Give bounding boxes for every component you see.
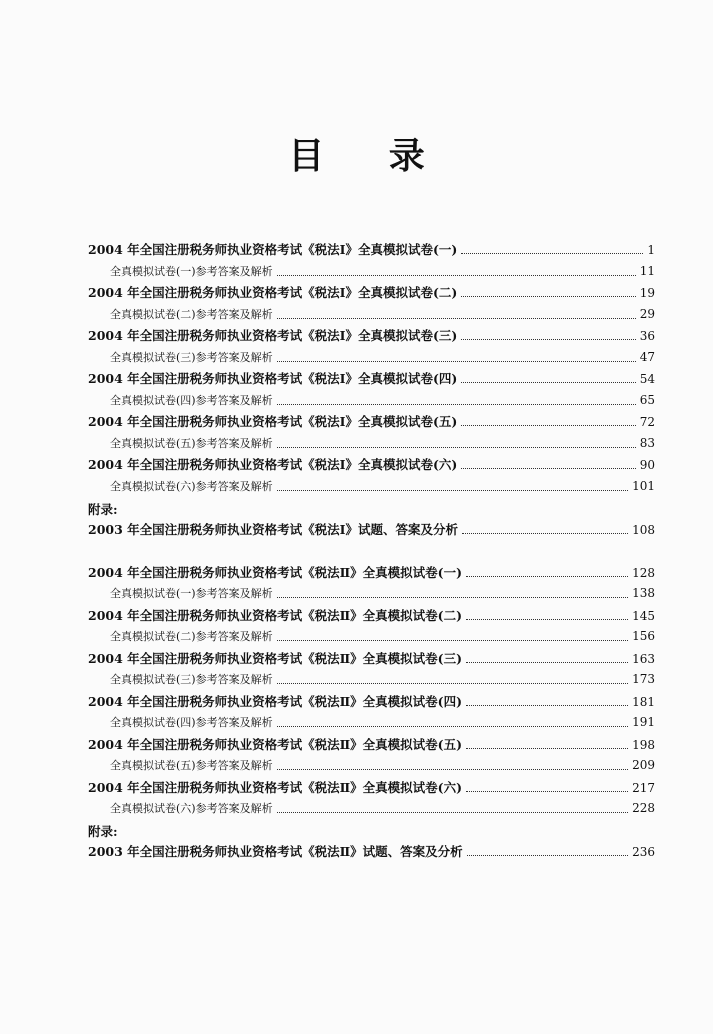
toc-entry[interactable] — [88, 369, 655, 387]
toc-entry-page: 145 — [632, 609, 655, 623]
toc-entry-title: 全真模拟试卷(四)参考答案及解析 — [110, 394, 273, 407]
toc-entry-title: 2004 年全国注册税务师执业资格考试《税法Ⅰ》全真模拟试卷(五) — [88, 414, 458, 429]
dot-leader — [277, 275, 636, 276]
toc-subentry[interactable] — [110, 435, 655, 451]
toc-entry-page: 29 — [639, 307, 655, 321]
toc-entry[interactable] — [88, 240, 655, 258]
dot-leader — [461, 382, 635, 383]
toc-entry-page: 83 — [639, 436, 655, 450]
toc-entry-title: 2004 年全国注册税务师执业资格考试《税法Ⅱ》全真模拟试卷(四) — [88, 694, 463, 709]
toc-entry-title: 2004 年全国注册税务师执业资格考试《税法Ⅱ》全真模拟试卷(三) — [88, 651, 463, 666]
toc-subentry[interactable] — [110, 349, 655, 365]
toc-entry[interactable] — [88, 412, 655, 430]
toc-entry-title: 全真模拟试卷(五)参考答案及解析 — [110, 437, 273, 450]
toc-subentry[interactable] — [110, 306, 655, 322]
page-title: 目 录 — [288, 136, 451, 177]
toc-entry-title: 全真模拟试卷(五)参考答案及解析 — [110, 759, 273, 772]
dot-leader — [277, 769, 629, 770]
toc-entry-title: 全真模拟试卷(一)参考答案及解析 — [110, 265, 273, 278]
toc-entry[interactable] — [88, 606, 655, 624]
toc-entry-title: 2004 年全国注册税务师执业资格考试《税法Ⅰ》全真模拟试卷(三) — [88, 328, 458, 343]
toc-entry-title: 全真模拟试卷(一)参考答案及解析 — [110, 587, 273, 600]
toc-entry-title: 2004 年全国注册税务师执业资格考试《税法Ⅰ》全真模拟试卷(一) — [88, 242, 458, 257]
toc-entry-page: 90 — [639, 458, 655, 472]
dot-leader — [277, 597, 629, 598]
toc-entry[interactable] — [88, 283, 655, 301]
dot-leader — [461, 339, 635, 340]
toc-entry-title: 2003 年全国注册税务师执业资格考试《税法Ⅰ》试题、答案及分析 — [88, 522, 458, 537]
dot-leader — [277, 447, 636, 448]
toc-entry-page: 198 — [632, 738, 655, 752]
toc-entry-title: 2004 年全国注册税务师执业资格考试《税法Ⅱ》全真模拟试卷(五) — [88, 737, 463, 752]
toc-entry-title: 2004 年全国注册税务师执业资格考试《税法Ⅰ》全真模拟试卷(四) — [88, 371, 458, 386]
dot-leader — [277, 404, 636, 405]
toc-entry-page: 181 — [632, 695, 655, 709]
toc-entry-page: 191 — [632, 715, 655, 729]
dot-leader — [277, 812, 629, 813]
toc-entry-title: 2004 年全国注册税务师执业资格考试《税法Ⅰ》全真模拟试卷(二) — [88, 285, 458, 300]
dot-leader — [461, 425, 635, 426]
dot-leader — [467, 855, 628, 856]
toc-entry-page: 236 — [632, 845, 655, 859]
dot-leader — [466, 662, 628, 663]
toc-entry-title: 全真模拟试卷(三)参考答案及解析 — [110, 673, 273, 686]
toc-subentry[interactable] — [110, 800, 655, 816]
toc-subentry[interactable] — [110, 714, 655, 730]
dot-leader — [277, 726, 629, 727]
dot-leader — [277, 683, 629, 684]
toc-entry-title: 全真模拟试卷(六)参考答案及解析 — [110, 480, 273, 493]
toc-entry-title: 全真模拟试卷(四)参考答案及解析 — [110, 716, 273, 729]
toc-entry-title: 2004 年全国注册税务师执业资格考试《税法Ⅰ》全真模拟试卷(六) — [88, 457, 458, 472]
dot-leader — [277, 490, 629, 491]
toc-entry-page: 19 — [639, 286, 655, 300]
toc-entry-title: 全真模拟试卷(二)参考答案及解析 — [110, 308, 273, 321]
dot-leader — [466, 619, 628, 620]
toc-entry-title: 2004 年全国注册税务师执业资格考试《税法Ⅱ》全真模拟试卷(一) — [88, 565, 463, 580]
toc-subentry[interactable] — [110, 757, 655, 773]
toc-subentry[interactable] — [110, 392, 655, 408]
toc-entry[interactable] — [88, 520, 655, 538]
toc-subentry[interactable] — [110, 263, 655, 279]
toc-entry[interactable] — [88, 692, 655, 710]
toc-entry-title: 全真模拟试卷(二)参考答案及解析 — [110, 630, 273, 643]
toc-entry-page: 228 — [632, 801, 655, 815]
toc-entry-title: 全真模拟试卷(六)参考答案及解析 — [110, 802, 273, 815]
toc-subentry[interactable] — [110, 671, 655, 687]
appendix-heading: 附录: — [88, 502, 118, 517]
toc-entry-page: 36 — [639, 329, 655, 343]
toc-subentry[interactable] — [110, 628, 655, 644]
toc-entry-title: 全真模拟试卷(三)参考答案及解析 — [110, 351, 273, 364]
toc-entry-page: 217 — [632, 781, 655, 795]
toc-entry[interactable] — [88, 563, 655, 581]
toc-entry-page: 47 — [639, 350, 655, 364]
dot-leader — [461, 253, 643, 254]
toc-entry-page: 101 — [632, 479, 655, 493]
dot-leader — [277, 318, 636, 319]
toc-entry-page: 1 — [647, 243, 655, 257]
toc-entry[interactable] — [88, 326, 655, 344]
dot-leader — [466, 576, 628, 577]
toc-entry-page: 54 — [639, 372, 655, 386]
toc-entry-page: 72 — [639, 415, 655, 429]
toc-subentry[interactable] — [110, 478, 655, 494]
toc-entry-page: 156 — [632, 629, 655, 643]
toc-entry-page: 128 — [632, 566, 655, 580]
toc-subentry[interactable] — [110, 585, 655, 601]
toc-entry-page: 65 — [639, 393, 655, 407]
toc-entry[interactable] — [88, 842, 655, 860]
toc-entry-title: 2003 年全国注册税务师执业资格考试《税法Ⅱ》试题、答案及分析 — [88, 844, 463, 859]
appendix-heading: 附录: — [88, 824, 118, 839]
dot-leader — [277, 640, 629, 641]
dot-leader — [461, 468, 635, 469]
toc-entry-page: 209 — [632, 758, 655, 772]
toc-entry[interactable] — [88, 649, 655, 667]
toc-entry[interactable] — [88, 778, 655, 796]
dot-leader — [466, 748, 628, 749]
dot-leader — [461, 296, 635, 297]
toc-entry-page: 173 — [632, 672, 655, 686]
toc-entry-title: 2004 年全国注册税务师执业资格考试《税法Ⅱ》全真模拟试卷(二) — [88, 608, 463, 623]
dot-leader — [466, 705, 628, 706]
toc-entry-page: 108 — [632, 523, 655, 537]
toc-entry-page: 163 — [632, 652, 655, 666]
dot-leader — [462, 533, 628, 534]
toc-entry[interactable] — [88, 455, 655, 473]
toc-entry-title: 2004 年全国注册税务师执业资格考试《税法Ⅱ》全真模拟试卷(六) — [88, 780, 463, 795]
toc-entry-page: 138 — [632, 586, 655, 600]
toc-entry-page: 11 — [639, 264, 655, 278]
dot-leader — [466, 791, 628, 792]
dot-leader — [277, 361, 636, 362]
toc-entry[interactable] — [88, 735, 655, 753]
